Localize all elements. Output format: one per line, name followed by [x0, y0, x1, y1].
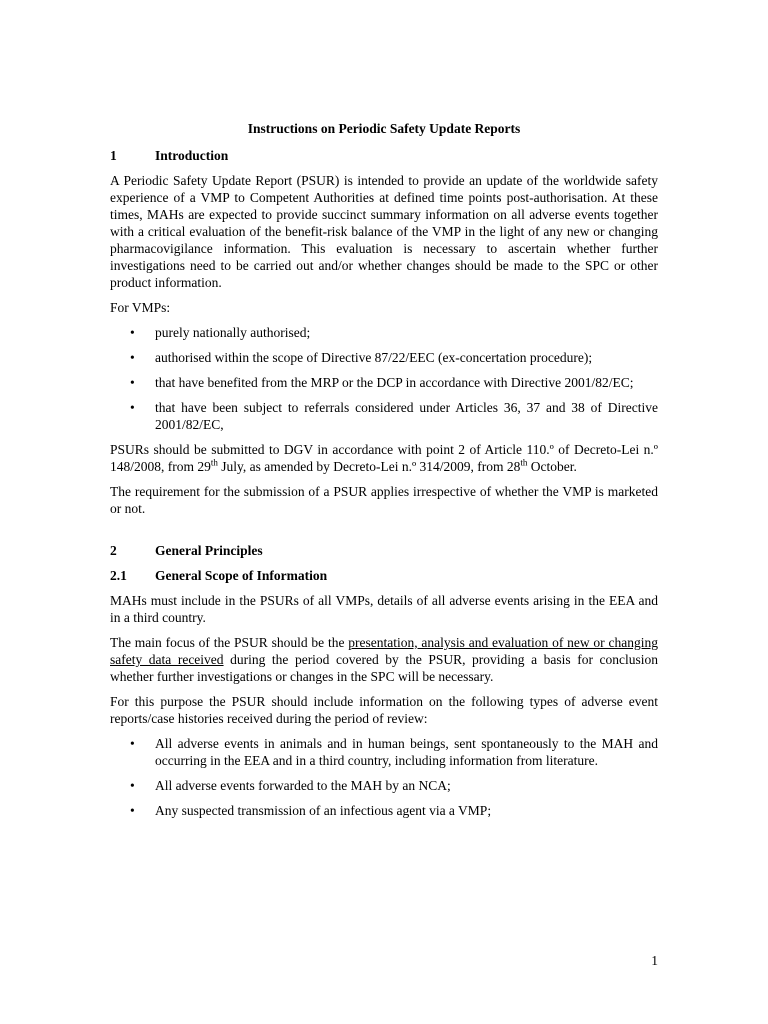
section-number: 1	[110, 148, 117, 163]
bullet-icon: •	[130, 400, 135, 415]
underlined-text: presentation, analysis and evaluation of new or changing safety data received	[110, 635, 658, 667]
list-item: • that have benefited from the MRP or the DCP in accordance with Directive 2001/82/EC;	[130, 375, 634, 390]
bullet-icon: •	[130, 325, 135, 340]
main-focus-paragraph: The main focus of the PSUR should be the presentation, analysis and evaluation of new or changing safety data received during the period covered by the PSUR, providing a basis for conclusion whether further investigations or changes in the SPC will be necessary.	[110, 635, 658, 684]
list-item: • authorised within the scope of Directive 87/22/EEC (ex-concertation procedure);	[130, 350, 593, 365]
vmp-list	[110, 324, 658, 433]
bullet-icon: •	[130, 803, 135, 818]
psur-submission-paragraph: PSURs should be submitted to DGV in accordance with point 2 of Article 110.º of Decreto-Lei n.º 148/2008, from 29th July, as amended by Decreto-Lei n.º 314/2009, from 28th October.	[110, 442, 658, 474]
scope-paragraph: MAHs must include in the PSURs of all VMPs, details of all adverse events arising in the EEA and in a third country.	[110, 593, 658, 625]
document-page	[110, 120, 658, 827]
report-types-list	[110, 735, 658, 819]
for-vmps-label: For VMPs:	[110, 300, 171, 315]
list-item: • All adverse events in animals and in human beings, sent spontaneously to the MAH and occurring in the EEA and in a third country, including information from literature.	[130, 736, 658, 768]
section-number: 2	[110, 543, 117, 558]
section-title: General Scope of Information	[155, 568, 328, 583]
section-heading-introduction	[110, 147, 658, 164]
list-item: • All adverse events forwarded to the MAH by an NCA;	[130, 778, 451, 793]
document-title: Instructions on Periodic Safety Update Reports	[247, 121, 521, 136]
list-item: • that have been subject to referrals considered under Articles 36, 37 and 38 of Directive 2001/82/EC,	[130, 400, 658, 432]
bullet-icon: •	[130, 350, 135, 365]
section-number: 2.1	[110, 568, 127, 583]
section-heading-general-scope	[110, 567, 658, 584]
list-item: • purely nationally authorised;	[130, 325, 311, 340]
section-title: Introduction	[155, 148, 229, 163]
section-title: General Principles	[155, 543, 263, 558]
page-number: 1	[651, 953, 658, 968]
requirement-paragraph: The requirement for the submission of a PSUR applies irrespective of whether the VMP is marketed or not.	[110, 484, 658, 516]
section-heading-general-principles	[110, 542, 658, 559]
bullet-icon: •	[130, 375, 135, 390]
bullet-icon: •	[130, 736, 135, 751]
list-item: • Any suspected transmission of an infectious agent via a VMP;	[130, 803, 492, 818]
bullet-icon: •	[130, 778, 135, 793]
intro-paragraph: A Periodic Safety Update Report (PSUR) is intended to provide an update of the worldwide safety experience of a VMP to Competent Authorities at defined time points post-authorisation. At these times, MAHs are expected to provide succinct summary information on all adverse events together with a critical evaluation of the benefit-risk balance of the VMP in the light of any new or changing pharmacovigilance information. This evaluation is necessary to ascertain whether further investigations need to be carried out and/or whether changes should be made to the SPC or other product information.	[110, 173, 658, 290]
purpose-paragraph: For this purpose the PSUR should include information on the following types of adverse event reports/case histories received during the period of review:	[110, 694, 658, 726]
